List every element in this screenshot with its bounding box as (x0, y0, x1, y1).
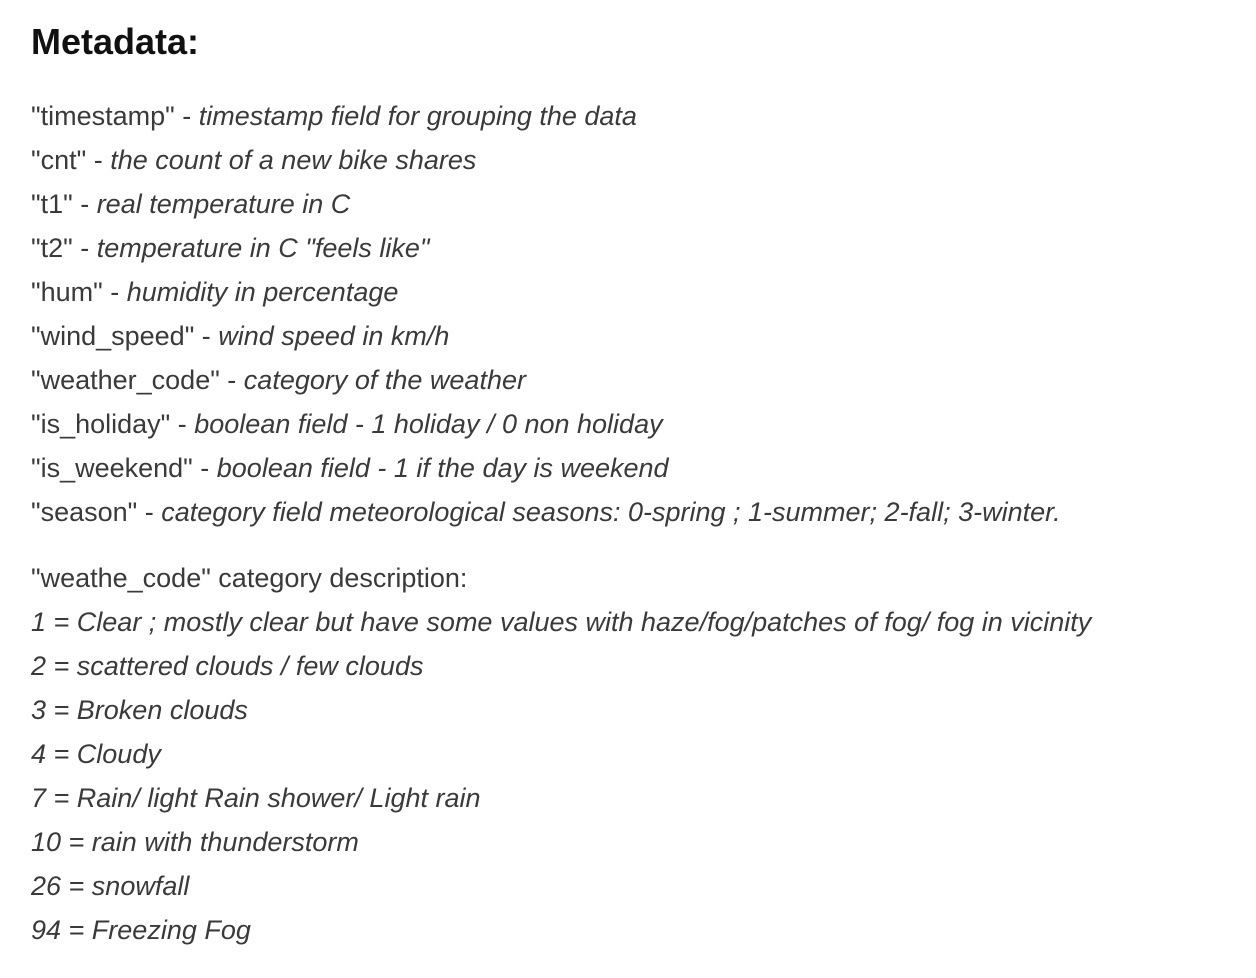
field-description: timestamp field for grouping the data (198, 101, 637, 131)
weather-code-item: 2 = scattered clouds / few clouds (31, 651, 424, 681)
field-separator: - (174, 101, 199, 131)
field-description: humidity in percentage (126, 277, 399, 307)
weather-code-item: 4 = Cloudy (31, 739, 161, 769)
field-description: temperature in C "feels like" (96, 233, 430, 263)
field-description: the count of a new bike shares (110, 145, 477, 175)
field-separator: - (137, 497, 162, 527)
weather-code-item: 7 = Rain/ light Rain shower/ Light rain (31, 783, 481, 813)
field-separator: - (102, 277, 127, 307)
field-separator: - (86, 145, 111, 175)
field-item-season (31, 490, 1061, 534)
weather-code-item: 3 = Broken clouds (31, 695, 248, 725)
field-name: "wind_speed" (31, 321, 195, 351)
field-name: "cnt" (31, 145, 87, 175)
weather-code-item: 1 = Clear ; mostly clear but have some values with haze/fog/patches of fog/ fog in vicinity (31, 607, 1092, 637)
field-description: wind speed in km/h (218, 321, 450, 351)
category-title: "weathe_code" category description: (31, 563, 468, 593)
field-item-wind-speed (31, 314, 1061, 358)
field-separator: - (192, 453, 217, 483)
weather-code-item: 26 = snowfall (31, 871, 190, 901)
field-item-cnt (31, 138, 1061, 182)
field-name: "hum" (31, 277, 103, 307)
field-description: boolean field - 1 if the day is weekend (216, 453, 669, 483)
field-name: "is_weekend" (31, 453, 193, 483)
field-name: "is_holiday" (31, 409, 171, 439)
field-item-timestamp (31, 94, 1061, 138)
page-title: Metadata: (31, 21, 200, 62)
weather-code-item: 10 = rain with thunderstorm (31, 827, 359, 857)
field-list (31, 94, 1061, 534)
field-description: category of the weather (243, 365, 526, 395)
field-item-t2 (31, 226, 1061, 270)
field-item-is-weekend (31, 446, 1061, 490)
weather-code-list (31, 600, 1091, 952)
field-name: "t2" (31, 233, 73, 263)
field-description: real temperature in C (96, 189, 351, 219)
field-name: "t1" (31, 189, 73, 219)
field-description: category field meteorological seasons: 0-spring ; 1-summer; 2-fall; 3-winter. (161, 497, 1061, 527)
field-separator: - (170, 409, 195, 439)
weather-code-item: 94 = Freezing Fog (31, 915, 251, 945)
field-item-hum (31, 270, 1061, 314)
field-item-weather-code (31, 358, 1061, 402)
field-name: "timestamp" (31, 101, 175, 131)
field-name: "weather_code" (31, 365, 220, 395)
field-item-t1 (31, 182, 1061, 226)
field-separator: - (72, 189, 97, 219)
field-name: "season" (31, 497, 138, 527)
field-separator: - (72, 233, 97, 263)
field-separator: - (219, 365, 244, 395)
field-description: boolean field - 1 holiday / 0 non holiday (194, 409, 663, 439)
field-separator: - (194, 321, 219, 351)
field-item-is-holiday (31, 402, 1061, 446)
